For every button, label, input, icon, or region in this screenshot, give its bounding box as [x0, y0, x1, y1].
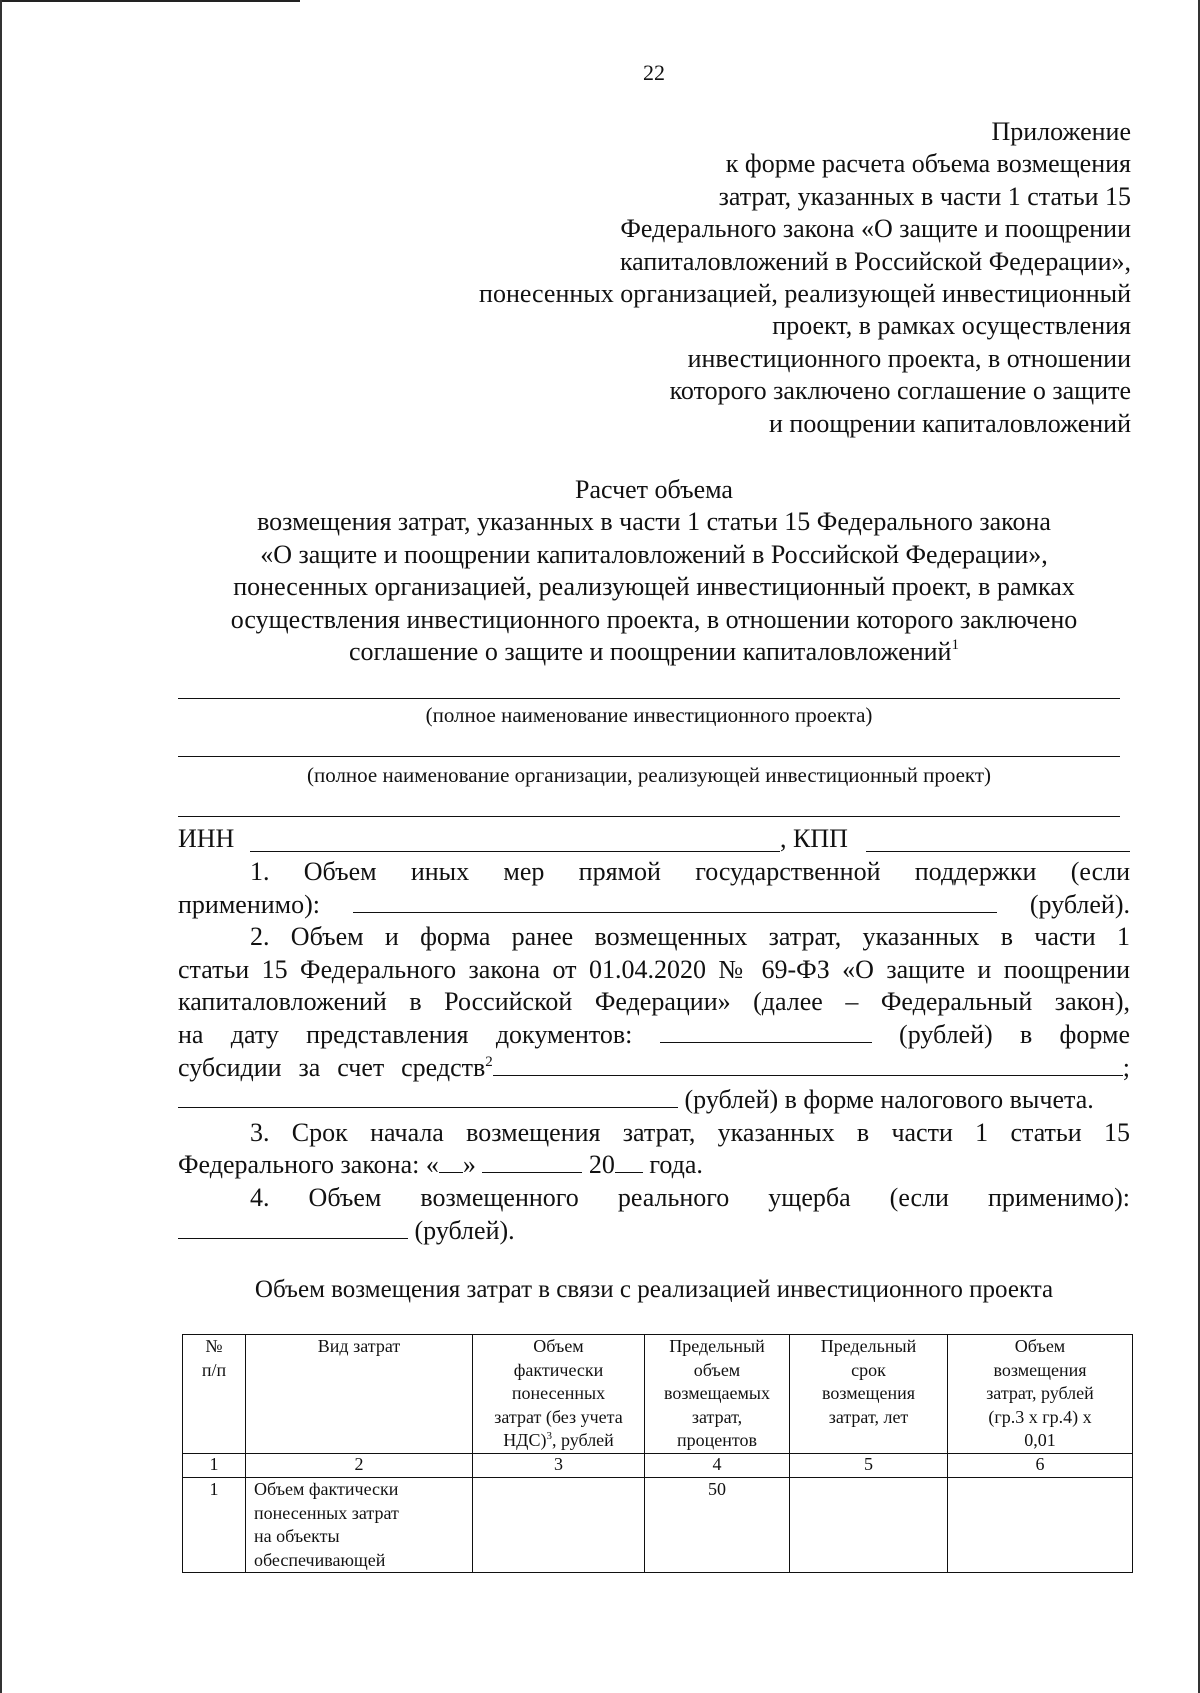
- item-2-line-3: капиталовложений в Российской Федерации» (далее – Федеральный закон),: [178, 987, 1130, 1017]
- column-number-row: [183, 1454, 1133, 1478]
- item-4-line-1: 4. Объем возмещенного реального ущерба (если применимо):: [250, 1182, 1130, 1212]
- column-number: 3: [473, 1454, 645, 1478]
- table-row: [183, 1478, 1133, 1573]
- inn-field[interactable]: [250, 851, 784, 852]
- project-name-caption: (полное наименование инвестиционного проекта): [425, 703, 873, 727]
- row-max-share-cell: 50: [645, 1478, 790, 1573]
- tax-deduction-amount-field[interactable]: [178, 1085, 678, 1108]
- organization-name-line[interactable]: [178, 756, 1120, 757]
- header-cell-actual-costs: Объем фактически понесенных затрат (без учета НДС)$^3$, рублей: [473, 1335, 645, 1454]
- appendix-line: проект, в рамках осуществления: [772, 311, 1131, 341]
- costs-table: [182, 1334, 1133, 1573]
- inn-kpp-row: [178, 820, 1130, 860]
- organization-name-line-2[interactable]: [178, 816, 1120, 817]
- column-number: 6: [948, 1454, 1133, 1478]
- title-line-last: соглашение о защите и поощрении капиталовложений$^1$: [349, 637, 959, 667]
- column-number: 2: [246, 1454, 473, 1478]
- damage-amount-field[interactable]: [178, 1216, 408, 1239]
- appendix-line: Федерального закона «О защите и поощрении: [620, 214, 1131, 244]
- reimbursed-amount-field[interactable]: [660, 1020, 872, 1043]
- title-line: «О защите и поощрении капиталовложений в Российской Федерации»,: [260, 539, 1048, 569]
- table-title: Объем возмещения затрат в связи с реализацией инвестиционного проекта: [254, 1276, 1054, 1303]
- row-max-term-cell[interactable]: [790, 1478, 948, 1573]
- title-line: осуществления инвестиционного проекта, в отношении которого заключено: [230, 604, 1078, 634]
- scan-edge-top: [0, 0, 300, 2]
- item-1-line-1: 1. Объем иных мер прямой государственной поддержки (если: [250, 857, 1130, 886]
- row-actual-costs-cell[interactable]: [473, 1478, 645, 1573]
- subsidy-source-field[interactable]: [493, 1053, 1123, 1076]
- header-cell-number: № п/п: [183, 1335, 246, 1454]
- row-cost-type: Объем фактически понесенных затрат на объекты обеспечивающей: [246, 1478, 473, 1573]
- appendix-line: инвестиционного проекта, в отношении: [687, 343, 1131, 373]
- appendix-heading: [331, 116, 1131, 440]
- footnote-mark: 2: [485, 1053, 493, 1070]
- footnote-mark: 3: [546, 1430, 552, 1442]
- start-year-field[interactable]: [615, 1150, 643, 1173]
- calculation-items: [178, 856, 1130, 1247]
- appendix-line: и поощрении капиталовложений: [769, 408, 1131, 438]
- header-cell-max-share: Предельный объем возмещаемых затрат, процентов: [645, 1335, 790, 1454]
- row-reimbursement-cell[interactable]: [948, 1478, 1133, 1573]
- header-cell-max-term: Предельный срок возмещения затрат, лет: [790, 1335, 948, 1454]
- header-cell-cost-type: Вид затрат: [246, 1335, 473, 1454]
- item-2-line-6: (рублей) в форме налогового вычета.: [178, 1084, 1130, 1117]
- item-2-line-4: на дату представления документов: (рублей) в форме: [178, 1019, 1131, 1049]
- title-line: понесенных организацией, реализующей инвестиционный проект, в рамках: [233, 572, 1075, 602]
- column-number: 1: [183, 1454, 246, 1478]
- appendix-line: затрат, указанных в части 1 статьи 15: [718, 181, 1131, 211]
- organization-name-caption: (полное наименование организации, реализующей инвестиционный проект): [306, 763, 992, 787]
- document-title: [150, 474, 1158, 668]
- item-1-line-2: применимо): (рублей).: [178, 889, 1130, 919]
- title-heading: Расчет объема: [575, 475, 733, 504]
- footnote-mark: 1: [951, 637, 959, 654]
- column-number: 4: [645, 1454, 790, 1478]
- appendix-line: Приложение: [991, 117, 1131, 146]
- project-name-line[interactable]: [178, 698, 1120, 699]
- kpp-field[interactable]: [866, 851, 1130, 852]
- kpp-label: , КПП: [780, 824, 848, 853]
- item-3-line-1: 3. Срок начала возмещения затрат, указанных в части 1 статьи 15: [250, 1117, 1130, 1147]
- other-support-amount-field[interactable]: [353, 890, 997, 913]
- page-number: 22: [643, 60, 665, 85]
- appendix-line: которого заключено соглашение о защите: [669, 376, 1131, 406]
- item-3-line-2: Федерального закона: « » 20 года.: [178, 1150, 703, 1180]
- start-month-field[interactable]: [482, 1150, 582, 1173]
- inn-label: ИНН: [178, 824, 235, 853]
- row-number: 1: [183, 1478, 246, 1573]
- header-cell-reimbursement: Объем возмещения затрат, рублей (гр.3 х гр.4) х 0,01: [948, 1335, 1133, 1454]
- appendix-line: капиталовложений в Российской Федерации»,: [619, 246, 1131, 276]
- column-number: 5: [790, 1454, 948, 1478]
- item-2-line-5: субсидии за счет средств$^2$ ;: [178, 1052, 1130, 1082]
- table-header-row: [183, 1335, 1133, 1454]
- item-2-line-1: 2. Объем и форма ранее возмещенных затрат, указанных в части 1: [250, 922, 1130, 952]
- item-2-line-2: статьи 15 Федерального закона от 01.04.2020 № 69-ФЗ «О защите и поощрении: [178, 954, 1130, 984]
- scan-edge-left: [0, 0, 2, 1693]
- appendix-line: к форме расчета объема возмещения: [725, 149, 1131, 179]
- item-4-line-2: (рублей).: [178, 1215, 1130, 1248]
- appendix-line: понесенных организацией, реализующей инвестиционный: [479, 279, 1131, 309]
- title-line: возмещения затрат, указанных в части 1 статьи 15 Федерального закона: [257, 507, 1051, 537]
- start-day-field[interactable]: [439, 1150, 463, 1173]
